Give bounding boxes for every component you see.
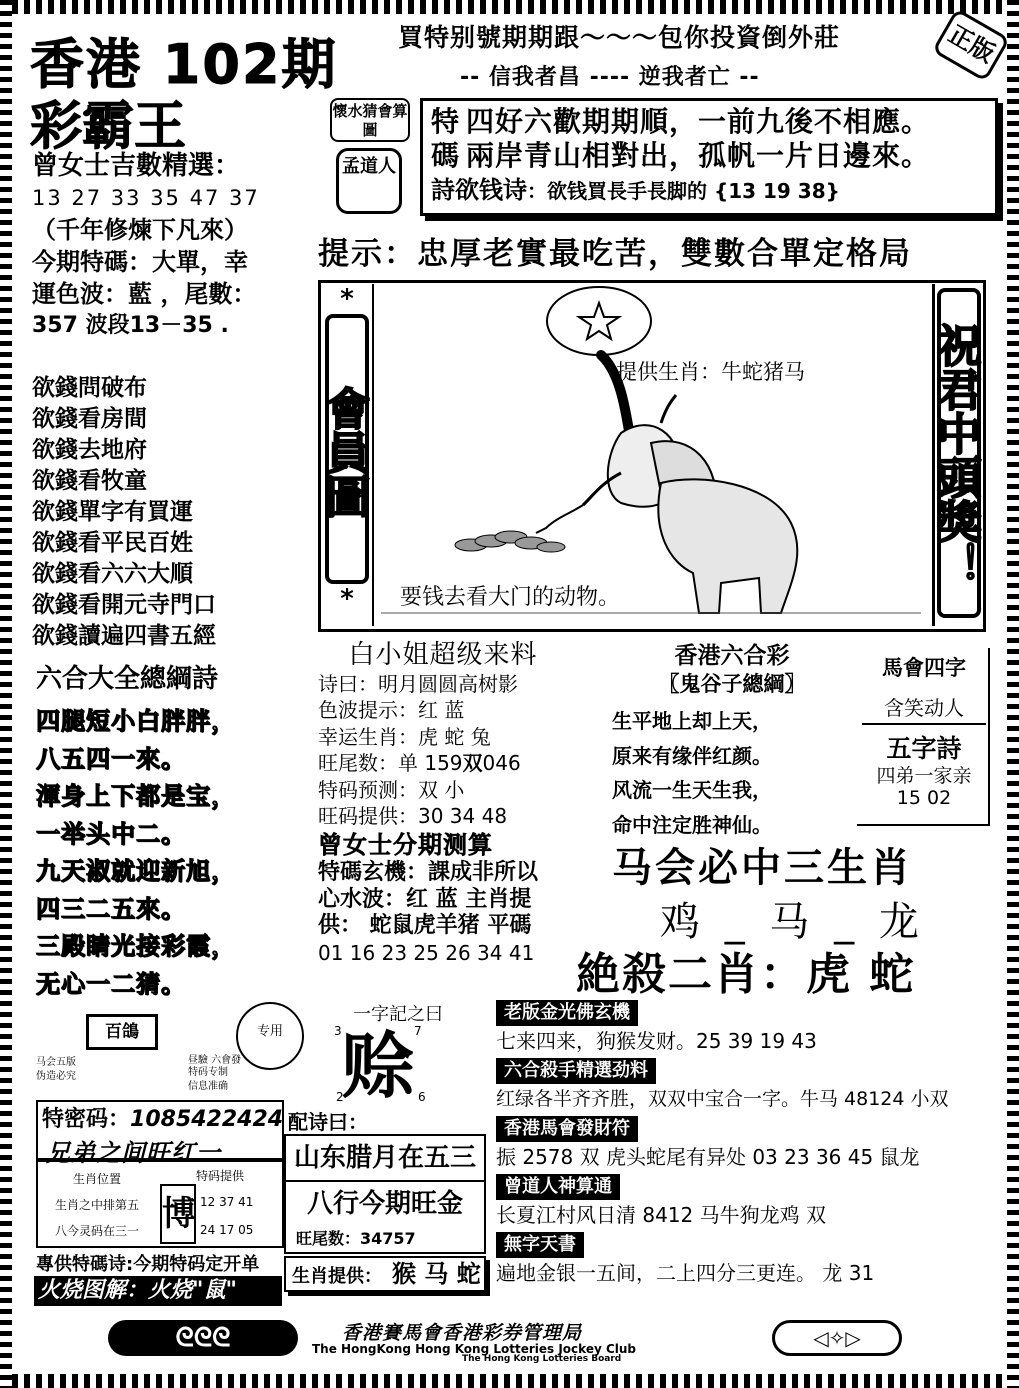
mhs-five-title: 五字詩 [886,734,962,763]
three-zodiac-title: 马会必中三生肖 [612,845,913,891]
seal-note [36,1056,76,1084]
shandong-tail: 旺尾数：34757 [296,1229,416,1248]
tip-header: 老版金光佛玄機 [496,1000,638,1026]
position-row: 生肖之中排第五 [54,1198,139,1212]
logo-top: 懷水猜會算圖 [330,98,410,142]
footer-chinese: 香港賽馬會香港彩券管理局 [342,1322,583,1344]
list-item: 欲錢看牧童 [32,467,147,494]
member-picture-label: 會員圖 [325,314,369,584]
lucky-numbers: 13 27 33 35 47 37 [32,186,260,210]
lucky-note: （千年修煉下凡來） [32,216,248,244]
list-item: 欲錢去地府 [32,436,147,463]
seal-caption: 昼驗 六會發 [188,1055,242,1066]
lucky-line-3: 357 波段13－35 . [32,313,229,338]
tip-header: 曾道人神算通 [496,1174,620,1200]
border-bottom [0,1374,1019,1388]
special-text-3: ：欲钱買長手長脚的 {13 19 38} [527,179,840,203]
footer-english-2: The Hong Kong Lotteries Board [462,1354,622,1364]
mhs-five-words: 四弟一家亲 [876,765,972,787]
shandong-box [284,1134,486,1254]
seal-note-2: 伪造必究 [36,1071,76,1082]
congrats-side-right [929,284,982,626]
one-char-big: 赊 [341,1024,414,1108]
bai-predict: 特码预测：双 小 [318,777,465,802]
position-number-row: 12 37 41 [200,1195,254,1209]
footer [32,1318,986,1366]
poem-line: 四三二五來。 [36,894,186,923]
lucky-line-2: 運色波：藍 ，尾數： [32,280,257,308]
congrats-label: 祝君中頭獎！ [937,288,981,618]
hk-six-line: 命中注定胜神仙。 [612,812,772,837]
position-box [36,1160,284,1248]
special-text-2: 兩岸青山相對出，孤帆一片日邊來。 [466,139,931,172]
seal-note-4: 信息准确 [188,1081,228,1092]
tip-text: 红绿各半齐齐胜，双双中宝合一字。牛马 48124 小双 [496,1088,949,1110]
zeng-line: 供： 蛇鼠虎羊猪 平碼 [318,913,532,938]
publisher-logo [330,98,410,218]
picture-caption-top: 提供生肖：牛蛇猪马 [616,360,805,384]
list-item: 欲錢問破布 [32,374,147,401]
member-picture-side-left [318,284,374,626]
tip-text: 长夏江村风日清 8412 马牛狗龙鸡 双 [496,1203,826,1227]
star-icon: * [340,584,354,614]
border-right [1007,0,1019,1388]
bai-section [318,642,568,966]
one-char-digit: 2 [336,1090,344,1104]
border-top [0,0,1019,14]
hk-six-title: 香港六合彩 [674,643,790,669]
fire-diagram: 火烧图解：火烧"鼠" [34,1276,282,1306]
list-item: 欲錢看平民百姓 [32,529,193,556]
bai-title: 白小姐超级来料 [348,640,538,670]
genuine-badge: 正版 [932,8,1011,82]
elephant-illustration [321,283,983,629]
special-code-box [420,98,998,216]
border-left [0,0,12,1388]
position-number-row: 24 17 05 [200,1223,254,1237]
poem-line: 渾身上下都是宝， [36,782,236,810]
zodiac-provide-box [284,1256,486,1292]
poem-line: 一举头中二。 [36,819,186,848]
tip-text: 振 2578 双 虎头蛇尾有异处 03 23 36 45 鼠龙 [496,1145,920,1169]
page-subtitle: 彩霸王 [30,97,187,157]
one-char-title: 一字記之曰 [353,1004,443,1025]
poem-line: 八五四一來。 [36,744,186,773]
mhs-four-words: 含笑动人 [862,692,986,725]
list-item: 欲錢看開元寺門口 [32,591,216,618]
zeng-line: 心水波：红 蓝 主肖提 [318,886,532,912]
bai-tail-label: 旺尾数：单 159 [318,751,463,775]
one-char-section [288,1000,488,1106]
special-label-1: 特 [431,105,461,138]
zodiac-provide-value: 猴 马 蛇 [392,1260,481,1288]
seal-round-text: 专用 [256,1024,283,1039]
position-header: 生肖位置 [72,1172,121,1186]
list-item: 欲錢看六六大順 [32,560,193,587]
position-big-char: 博 [160,1184,196,1244]
mhs-numbers: 15 02 [896,787,952,809]
tip-header: 六合殺手精選劲料 [496,1058,656,1084]
position-header-2: 特码提供 [195,1169,244,1183]
seal-note-3: 特码专制 [188,1067,228,1078]
hk-six-sub: 〖鬼谷子總綱〗 [658,672,806,696]
mhs-section [862,652,986,809]
bai-tail [318,750,568,777]
star-icon: * [340,284,354,314]
one-char-digit: 6 [418,1090,426,1104]
hk-six-line: 原来有缘伴红颜。 [612,743,772,768]
tips-list [496,1000,990,1290]
bai-wang: 旺码提供：30 34 48 [318,804,508,828]
list-item: 欲錢看房間 [32,405,147,432]
poem-line: 九天淑就迎新旭， [36,857,236,885]
poem-line: 四腿短小白胖胖， [36,707,236,735]
position-numbers [200,1188,253,1244]
zodiac-provide-label: 生肖提供： [292,1266,382,1287]
zeng-title: 曾女士分期测算 [318,830,493,859]
shandong-line-1: 山东腊月在五三 [286,1136,484,1182]
picture-caption-bottom: 要钱去看大门的动物。 [400,585,621,610]
list-item: 欲錢單字有買運 [32,498,193,525]
lucky-line-1: 今期特碼：大單，幸 [32,248,248,276]
tagline: 買特别號期期跟～～～包你投資倒外莊 [398,23,841,52]
hint-line: 提示：忠厚老實最吃苦，雙數合單定格局 [318,236,912,272]
lucky-numbers-section [32,150,282,342]
motto: -- 信我者昌 ---- 逆我者亡 -- [460,65,760,90]
six-poem-section [36,658,286,1003]
three-zodiac-animals: 鸡 _ 马 _ 龙 [660,899,925,945]
seal-note-1: 马会五版 [36,1057,76,1068]
tema-line2: 兄弟之间旺红一 [46,1139,221,1167]
special-label-3: 詩欲钱诗 [431,176,527,204]
list-item: 欲錢讀遍四書五經 [32,622,216,649]
page-title: 香港 102期 [30,33,338,96]
bai-line: 幸运生肖：虎 蛇 兔 [318,724,491,749]
tema-value: 1085422424 [130,1107,284,1132]
kill-two-zodiac: 絶殺二肖：虎 蛇 [576,949,916,1000]
one-char-digit: 7 [414,1024,422,1038]
poem-line: 三殿睛光接彩霞， [36,932,236,960]
lotteries-logo-right: ◁✧▷ [772,1320,902,1356]
position-row: 八今灵码在三一 [54,1224,139,1238]
special-poem-line: 專供特碼诗:今期特码定开单 [36,1254,260,1275]
bai-tail-double: 双 [462,751,483,775]
peishi-label: 配诗曰： [288,1110,368,1134]
tema-label: 特密码： [42,1107,131,1132]
money-list [32,372,216,651]
position-col-1 [42,1166,152,1244]
jockey-logo-left: ᘓᘓᘓ [108,1320,298,1356]
logo-bottom: 孟道人 [336,148,402,214]
hk-six-line: 生平地上却上天， [612,709,772,733]
shandong-line-2: 八行今期旺金 [306,1189,463,1219]
zeng-line: 特碼玄機：課成非所以 [318,860,539,885]
poem-line: 无心一二猜。 [36,969,186,998]
seal-note-b [188,1066,228,1094]
footer-english-1: The HongKong Hong Kong Lotteries Jockey Club [312,1342,637,1356]
tip-text: 遍地金银一五间，二上四分三更连。 龙 31 [496,1261,875,1285]
tip-header: 無字天書 [496,1232,584,1258]
six-poem-title: 六合大全總綱詩 [36,664,219,694]
tema-box [36,1100,284,1167]
seal-baige: 百鴿 [86,1014,158,1050]
mhs-title: 馬會四字 [882,656,966,680]
tip-header: 香港馬會發財符 [496,1116,638,1142]
tip-text: 七来四来，狗猴发财。25 39 19 43 [496,1029,817,1053]
one-char-digit: 3 [334,1024,342,1038]
bai-tail-rest: 046 [482,751,521,775]
bai-line: 诗曰：明月圆圆高树影 [318,671,518,696]
bai-line: 色波提示：红 蓝 [318,698,465,722]
lucky-heading: 曾女士吉數精選： [32,151,241,181]
special-text-1: 四好六歡期期順，一前九後不相應。 [466,105,931,138]
hk-six-line: 风流一生天生我， [612,778,772,802]
zeng-numbers: 01 16 23 25 26 34 41 [318,940,535,965]
special-label-2: 碼 [431,139,461,172]
hk-six-section [612,642,852,842]
